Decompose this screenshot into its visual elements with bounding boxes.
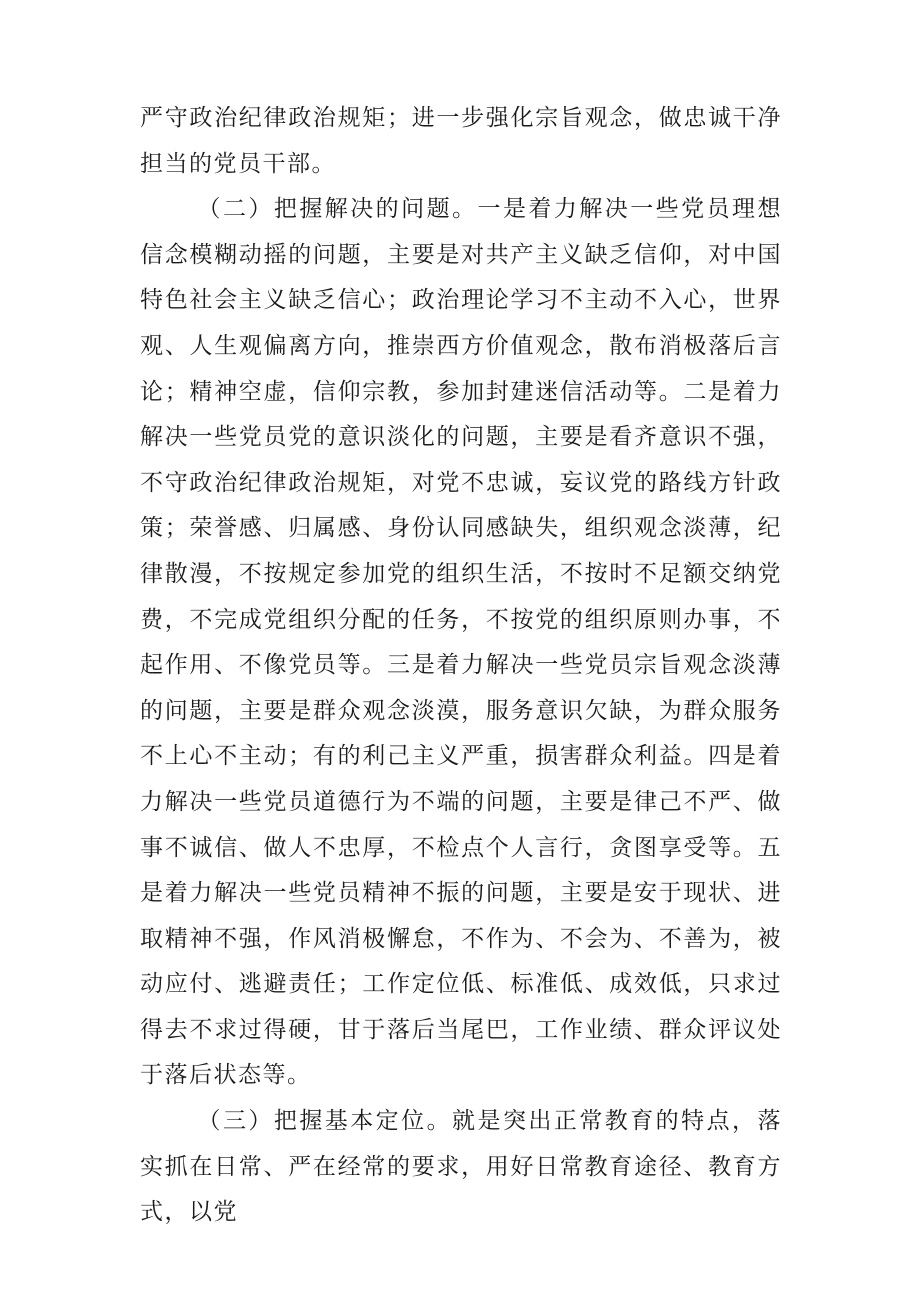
paragraph-basic-positioning: （三）把握基本定位。就是突出正常教育的特点，落实抓在日常、严在经常的要求，用好日常教育途径、教育方式，以党 xyxy=(140,1108,782,1226)
paragraph-problems-to-solve: （二）把握解决的问题。一是着力解决一些党员理想信念模糊动摇的问题，主要是对共产主义缺乏信仰，对中国特色社会主义缺乏信心；政治理论学习不主动不入心，世界观、人生观偏离方向，推崇西方价值观念，散布消极落后言论；精神空虚，信仰宗教，参加封建迷信活动等。二是着力解决一些党员党的意识淡化的问题，主要是看齐意识不强，不守政治纪律政治规矩，对党不忠诚，妄议党的路线方针政策；荣誉感、归属感、身份认同感缺失，组织观念淡薄，纪律散漫，不按规定参加党的组织生活，不按时不足额交纳党费，不完成党组织分配的任务，不按党的组织原则办事，不起作用、不像党员等。三是着力解决一些党员宗旨观念淡薄的问题，主要是群众观念淡漠，服务意识欠缺，为群众服务不上心不主动；有的利己主义严重，损害群众利益。四是着力解决一些党员道德行为不端的问题，主要是律己不严、做事不诚信、做人不忠厚，不检点个人言行，贪图享受等。五是着力解决一些党员精神不振的问题，主要是安于现状、进取精神不强，作风消极懈怠，不作为、不会为、不善为，被动应付、逃避责任；工作定位低、标准低、成效低，只求过得去不求过得硬，甘于落后当尾巴，工作业绩、群众评议处于落后状态等。 xyxy=(140,196,782,1089)
paragraph-continuation: 严守政治纪律政治规矩；进一步强化宗旨观念，做忠诚干净担当的党员干部。 xyxy=(140,105,782,177)
document-body xyxy=(140,96,782,1236)
